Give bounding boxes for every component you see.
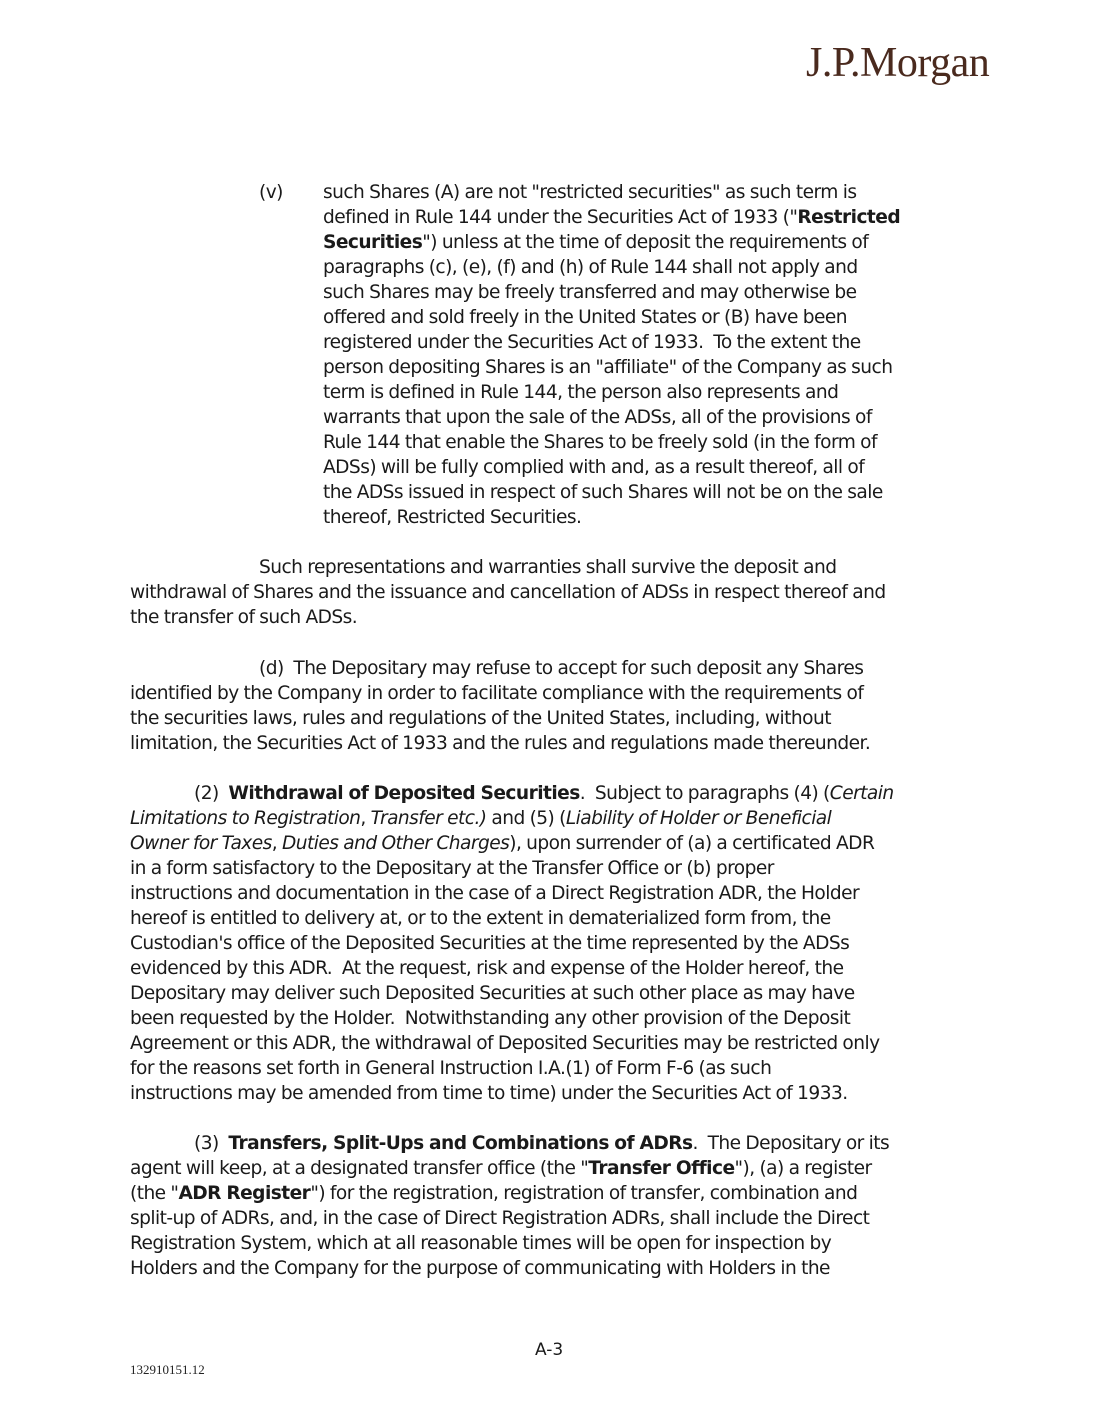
text-run: . The Depositary or its [692,1133,890,1154]
text-run: Custodian's office of the Deposited Securities at the time represented by the ADSs [130,933,850,954]
text-line [130,956,844,981]
text-line [130,1206,869,1231]
text-line [130,1181,857,1206]
italic-reference: Transfer etc.) [370,808,487,829]
text-run: and (5) ( [486,808,566,829]
text-run: withdrawal of Shares and the issuance and cancellation of ADSs in respect thereof and [130,582,886,603]
text-line [323,505,581,530]
text-line [323,355,892,380]
text-run: offered and sold freely in the United States or (B) have been [323,307,848,328]
text-line [323,480,883,505]
text-run: such Shares (A) are not "restricted securities" as such term is [323,182,857,203]
text-line [323,255,858,280]
text-run: , [360,808,371,829]
text-run: (3) [194,1133,229,1154]
italic-reference: Liability of Holder or Beneficial [565,808,832,829]
text-run: Rule 144 that enable the Shares to be freely sold (in the form of [323,432,877,453]
text-run: such Shares may be freely transferred and may otherwise be [323,282,857,303]
text-line [323,280,857,305]
text-line [130,1081,848,1106]
text-line [130,806,831,831]
text-run: Such representations and warranties shall survive the deposit and [259,557,837,578]
text-run: (d) The Depositary may refuse to accept for such deposit any Shares [259,658,864,679]
text-run: defined in Rule 144 under the Securities Act of 1933 (" [323,207,798,228]
text-run: paragraphs (c), (e), (f) and (h) of Rule 144 shall not apply and [323,257,858,278]
text-run: agent will keep, at a designated transfer office (the " [130,1158,589,1179]
bold-term: Transfer Office [588,1158,735,1179]
italic-reference: Owner for Taxes [130,833,272,854]
italic-reference: Certain [829,783,894,804]
text-run: ") for the registration, registration of transfer, combination and [310,1183,858,1204]
text-line [194,1131,889,1156]
text-run: the ADSs issued in respect of such Shares will not be on the sale [323,482,883,503]
text-line [130,580,886,605]
text-line [194,781,894,806]
text-line [259,656,863,681]
text-run: for the reasons set forth in General Instruction I.A.(1) of Form F-6 (as such [130,1058,772,1079]
text-run: ") unless at the time of deposit the requirements of [422,232,869,253]
text-line [323,405,872,430]
bold-term: Withdrawal of Deposited Securities [228,783,580,804]
text-line [130,981,855,1006]
text-run: limitation, the Securities Act of 1933 and the rules and regulations made thereunder. [130,733,871,754]
text-run: split-up of ADRs, and, in the case of Direct Registration ADRs, shall include the Direct [130,1208,870,1229]
text-line [130,605,357,630]
text-line [130,1006,850,1031]
text-run: Registration System, which at all reasonable times will be open for inspection by [130,1233,832,1254]
text-line [130,1156,872,1181]
page-number: A-3 [535,1340,564,1360]
text-line [259,555,836,580]
text-line [130,1031,880,1056]
text-line [130,731,870,756]
text-run: term is defined in Rule 144, the person also represents and [323,382,839,403]
text-line [323,430,877,455]
text-run: Holders and the Company for the purpose of communicating with Holders in the [130,1258,830,1279]
text-line [130,906,831,931]
bold-term: ADR Register [178,1183,311,1204]
bold-term: Transfers, Split-Ups and Combinations of ADRs [228,1133,693,1154]
text-line [323,330,861,355]
text-line [130,1256,830,1281]
text-run: registered under the Securities Act of 1933. To the extent the [323,332,861,353]
text-run: , [271,833,283,854]
text-line [130,831,874,856]
text-run: in a form satisfactory to the Depositary at the Transfer Office or (b) proper [130,858,774,879]
text-run: (the " [130,1183,179,1204]
text-run: ), upon surrender of (a) a certificated ADR [509,833,875,854]
text-line [323,205,900,230]
text-run: been requested by the Holder. Notwithstanding any other provision of the Deposit [130,1008,851,1029]
text-run: thereof, Restricted Securities. [323,507,582,528]
text-line [323,180,856,205]
text-run: "), (a) a register [734,1158,872,1179]
text-line [130,681,863,706]
text-line [130,706,831,731]
text-run: the securities laws, rules and regulations of the United States, including, without [130,708,831,729]
bold-term: Restricted [797,207,901,228]
text-run: Depositary may deliver such Deposited Securities at such other place as may have [130,983,855,1004]
text-run: . Subject to paragraphs (4) ( [579,783,830,804]
text-line [130,856,774,881]
jpmorgan-logo: J.P.Morgan [806,40,990,86]
text-line [323,380,838,405]
text-line [323,230,868,255]
text-run: evidenced by this ADR. At the request, risk and expense of the Holder hereof, the [130,958,844,979]
bold-term: Securities [323,232,423,253]
text-run: (2) [194,783,229,804]
text-run: the transfer of such ADSs. [130,607,358,628]
text-run: instructions may be amended from time to time) under the Securities Act of 1933. [130,1083,848,1104]
text-run: Agreement or this ADR, the withdrawal of Deposited Securities may be restricted only [130,1033,880,1054]
italic-reference: Duties and Other Charges [282,833,510,854]
text-line [323,305,847,330]
text-line [130,931,849,956]
text-run: identified by the Company in order to facilitate compliance with the requirements of [130,683,864,704]
text-line [130,881,859,906]
text-run: instructions and documentation in the case of a Direct Registration ADR, the Holder [130,883,860,904]
text-line [130,1231,831,1256]
text-run: ADSs) will be fully complied with and, as a result thereof, all of [323,457,865,478]
italic-reference: Limitations to Registration [130,808,361,829]
clause-v-marker: (v) [259,182,283,203]
text-run: person depositing Shares is an "affiliate" of the Company as such [323,357,893,378]
text-line [323,455,864,480]
text-run: hereof is entitled to delivery at, or to the extent in dematerialized form from, the [130,908,831,929]
text-line [130,1056,771,1081]
text-run: warrants that upon the sale of the ADSs, all of the provisions of [323,407,872,428]
document-id: 132910151.12 [130,1362,205,1377]
